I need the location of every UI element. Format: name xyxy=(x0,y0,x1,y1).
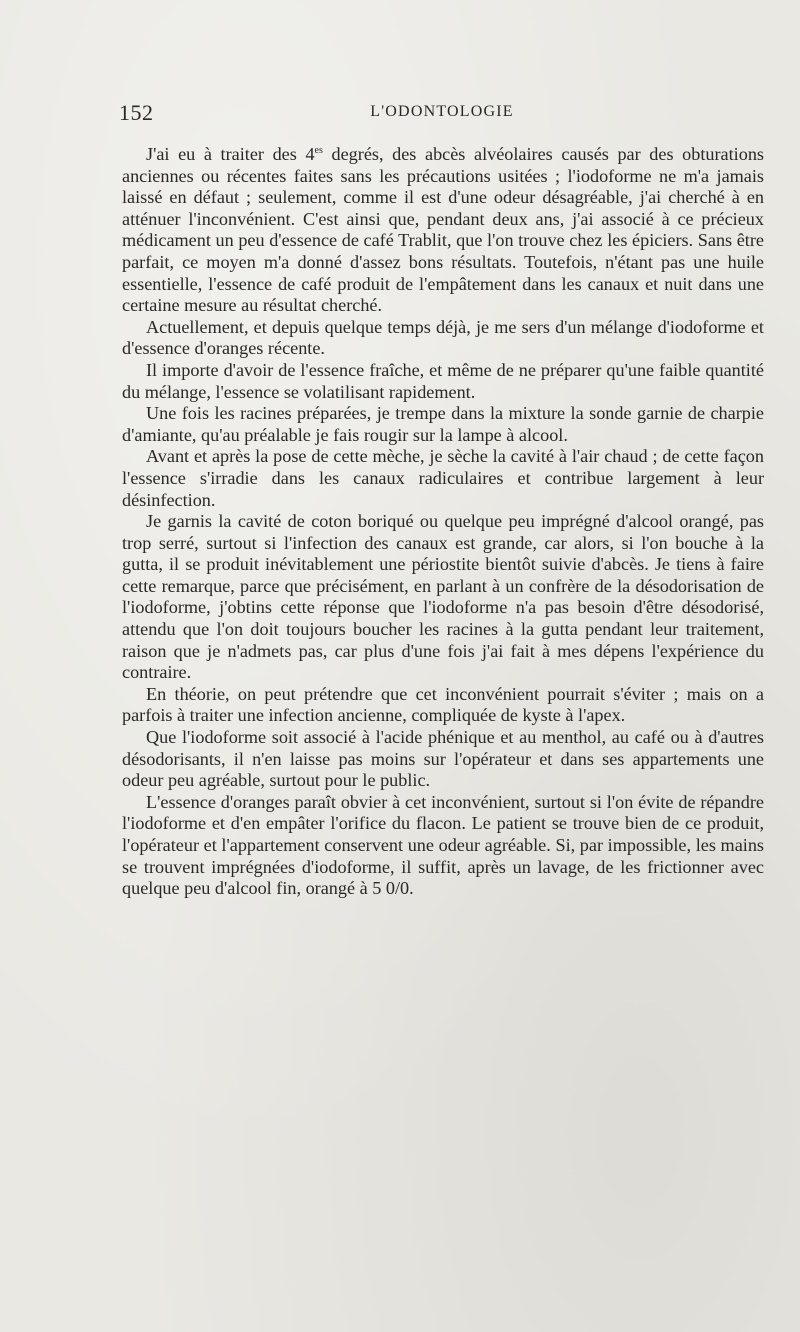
page-header xyxy=(119,100,765,130)
superscript: es xyxy=(314,145,323,156)
paragraph: Actuellement, et depuis quelque temps déjà, je me sers d'un mélange d'iodoforme et d'essence d'oranges récente. xyxy=(122,316,764,359)
page-number: 152 xyxy=(119,100,154,125)
running-title: L'ODONTOLOGIE xyxy=(370,103,514,120)
paragraph: Que l'iodoforme soit associé à l'acide phénique et au menthol, au café ou à d'autres désodorisants, il n'en laisse pas moins sur l'opérateur et dans ses appartements une odeur peu agréable, surtout pour le public. xyxy=(122,727,764,791)
paragraph: Avant et après la pose de cette mèche, je sèche la cavité à l'air chaud ; de cette façon l'essence s'irradie dans les canaux radiculaires et contribue largement à leur désinfection. xyxy=(122,446,764,510)
paragraph-text: degrés, des abcès alvéolaires causés par des obturations anciennes ou récentes faites sans les précautions usitées ; l'iodoforme ne m'a jamais laissé en défaut ; seulement, comme il est d'une odeur désagréable, j'ai cherché à en atténuer l'inconvénient. C'est ainsi que, pendant deux ans, j'ai associé à ce précieux médicament un peu d'essence de café Trablit, que l'on trouve chez les épiciers. Sans être parfait, ce moyen m'a donné d'assez bons résultats. Toutefois, n'étant pas une huile essentielle, l'essence de café produit de l'empâtement dans les canaux et nuit dans une certaine mesure au résultat cherché. xyxy=(122,144,764,316)
paragraph-text: J'ai eu à traiter des 4 xyxy=(146,144,315,164)
paragraph: Une fois les racines préparées, je trempe dans la mixture la sonde garnie de charpie d'amiante, qu'au préalable je fais rougir sur la lampe à alcool. xyxy=(122,403,764,445)
paragraph: Il importe d'avoir de l'essence fraîche, et même de ne préparer qu'une faible quantité du mélange, l'essence se volatilisant rapidement. xyxy=(122,359,764,402)
paragraph: En théorie, on peut prétendre que cet inconvénient pourrait s'éviter ; mais on a parfois à traiter une infection ancienne, compliquée de kyste à l'apex. xyxy=(122,683,764,726)
paragraph xyxy=(122,144,764,317)
paragraph: Je garnis la cavité de coton boriqué ou quelque peu imprégné d'alcool orangé, pas trop serré, surtout si l'infection des canaux est grande, car alors, si l'on bouche à la gutta, il se produit inévitablement une périostite bientôt suivie d'abcès. Je tiens à faire cette remarque, parce que précisément, en parlant à un confrère de la désodorisation de l'iodoforme, j'obtins cette réponse que l'iodoforme n'a pas besoin d'être désodorisé, attendu que l'on doit toujours boucher les racines à la gutta pendant leur traitement, raison que je n'admets pas, car plus d'une fois j'ai fait à mes dépens l'expérience du contraire. xyxy=(122,511,764,683)
article-body xyxy=(122,144,764,900)
paragraph: L'essence d'oranges paraît obvier à cet inconvénient, surtout si l'on évite de répandre l'iodoforme et d'en empâter l'orifice du flacon. Le patient se trouve bien de ce produit, l'opérateur et l'appartement conservent une odeur agréable. Si, par impossible, les mains se trouvent imprégnées d'iodoforme, il suffit, après un lavage, de les frictionner avec quelque peu d'alcool fin, orangé à 5 0/0. xyxy=(122,791,764,899)
